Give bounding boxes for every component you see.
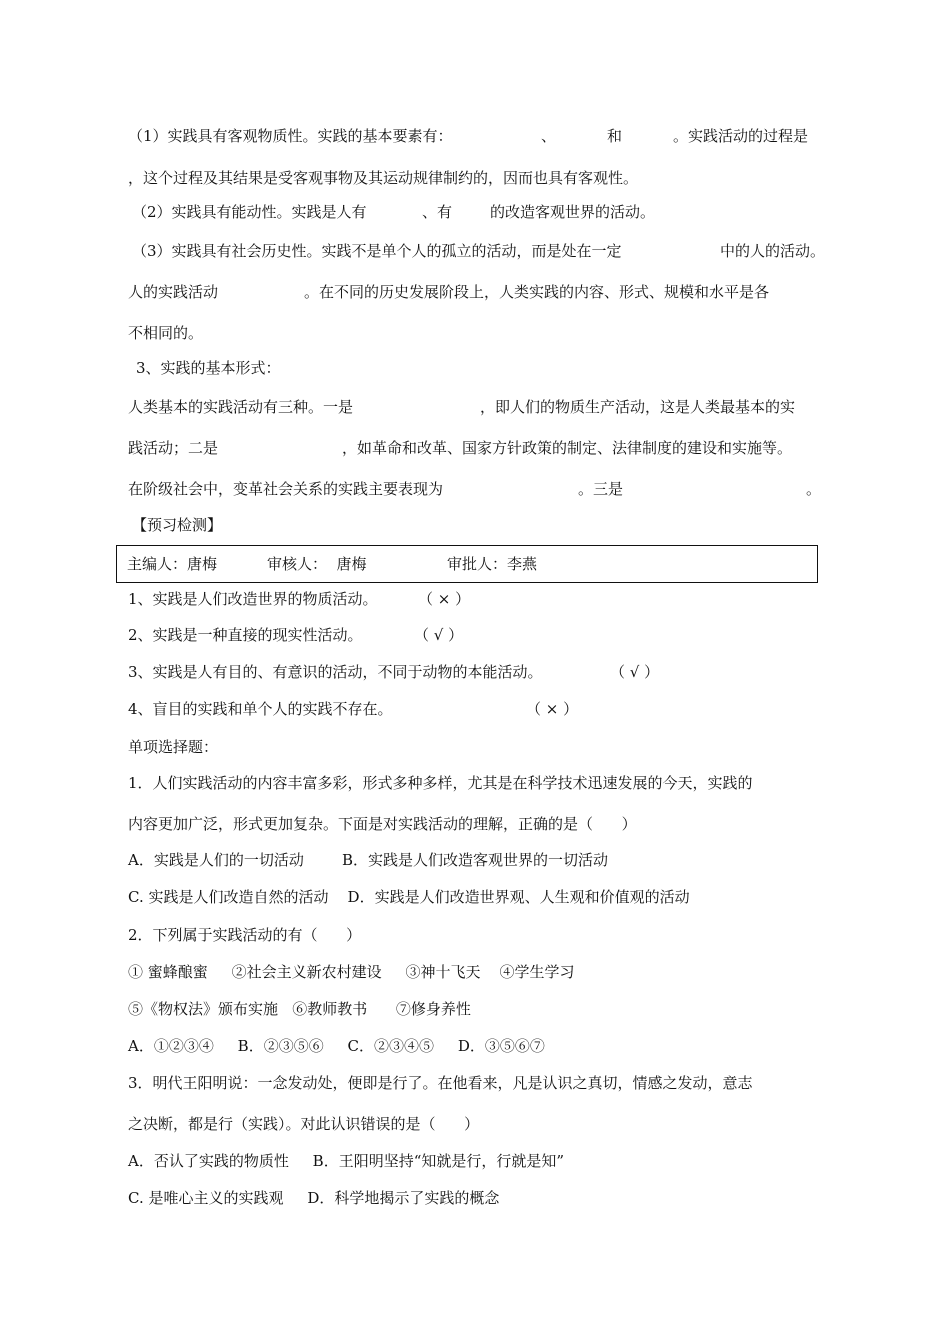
editor-info-box — [116, 545, 818, 583]
text-line: 在阶级社会中，变革社会关系的实践主要表现为 — [128, 480, 444, 498]
text-line: （1）实践具有客观物质性。实践的基本要素有： — [128, 127, 453, 145]
text-line: 不相同的。 — [128, 324, 204, 342]
judgment-answer: （ √ ） — [610, 663, 660, 681]
question-text: 之决断，都是行（实践）。对此认识错误的是（ ） — [128, 1115, 480, 1133]
text-line: ，即人们的物质生产活动，这是人类最基本的实 — [480, 398, 796, 416]
text-line: 践活动；二是 — [128, 439, 219, 457]
choice-heading: 单项选择题： — [128, 738, 219, 756]
answer-options: C. 实践是人们改造自然的活动 D．实践是人们改造世界观、人生观和价值观的活动 — [128, 888, 690, 906]
question-text: ① 蜜蜂酿蜜 ②社会主义新农村建设 ③神十飞天 ④学生学习 — [128, 963, 575, 981]
judgment-item: 3、实践是人有目的、有意识的活动，不同于动物的本能活动。 — [128, 663, 543, 681]
text-line: （3）实践具有社会历史性。实践不是单个人的孤立的活动，而是处在一定 — [132, 242, 622, 260]
editor-name: 主编人：唐梅 — [127, 555, 218, 573]
reviewer-name: 审核人： 唐梅 — [267, 555, 367, 573]
text-line: 中的人的活动。 — [720, 242, 826, 260]
text-line: 人的实践活动 — [128, 283, 219, 301]
preview-heading: 【预习检测】 — [132, 516, 223, 534]
text-line: （2）实践具有能动性。实践是人有 — [132, 203, 367, 221]
answer-options: A．①②③④ B．②③⑤⑥ C．②③④⑤ D．③⑤⑥⑦ — [128, 1037, 545, 1055]
question-text: 内容更加广泛，形式更加复杂。下面是对实践活动的理解，正确的是（ ） — [128, 815, 637, 833]
text-separator: 和 — [607, 127, 623, 145]
approver-name: 审批人：李燕 — [447, 555, 538, 573]
section-heading: 3、实践的基本形式： — [136, 359, 281, 377]
judgment-answer: （ × ） — [418, 590, 471, 608]
text-line: ，如革命和改革、国家方针政策的制定、法律制度的建设和实施等。 — [342, 439, 793, 457]
answer-options: A．实践是人们的一切活动 B．实践是人们改造客观世界的一切活动 — [128, 851, 609, 869]
text-separator: 、 — [541, 127, 557, 145]
judgment-item: 1、实践是人们改造世界的物质活动。 — [128, 590, 378, 608]
question-text: 2．下列属于实践活动的有（ ） — [128, 926, 362, 944]
text-line: 。实践活动的过程是 — [673, 127, 809, 145]
question-text: 1．人们实践活动的内容丰富多彩，形式多种多样，尤其是在科学技术迅速发展的今天，实践的 — [128, 774, 753, 792]
text-line: 。 — [806, 480, 822, 498]
question-text: 3．明代王阳明说：一念发动处，便即是行了。在他看来，凡是认识之真切，情感之发动，意志 — [128, 1074, 753, 1092]
judgment-item: 2、实践是一种直接的现实性活动。 — [128, 626, 363, 644]
judgment-answer: （ × ） — [526, 700, 579, 718]
text-line: 、有 — [422, 203, 453, 221]
text-line: ，这个过程及其结果是受客观事物及其运动规律制约的，因而也具有客观性。 — [128, 169, 639, 187]
answer-options: C. 是唯心主义的实践观 D．科学地揭示了实践的概念 — [128, 1189, 500, 1207]
judgment-item: 4、盲目的实践和单个人的实践不存在。 — [128, 700, 393, 718]
text-line: 。在不同的历史发展阶段上，人类实践的内容、形式、规模和水平是各 — [304, 283, 770, 301]
question-text: ⑤《物权法》颁布实施 ⑥教师教书 ⑦修身养性 — [128, 1000, 471, 1018]
text-line: 的改造客观世界的活动。 — [490, 203, 656, 221]
text-line: 人类基本的实践活动有三种。一是 — [128, 398, 354, 416]
judgment-answer: （ √ ） — [414, 626, 464, 644]
text-line: 。三是 — [578, 480, 624, 498]
answer-options: A．否认了实践的物质性 B．王阳明坚持“知就是行，行就是知” — [128, 1152, 565, 1170]
